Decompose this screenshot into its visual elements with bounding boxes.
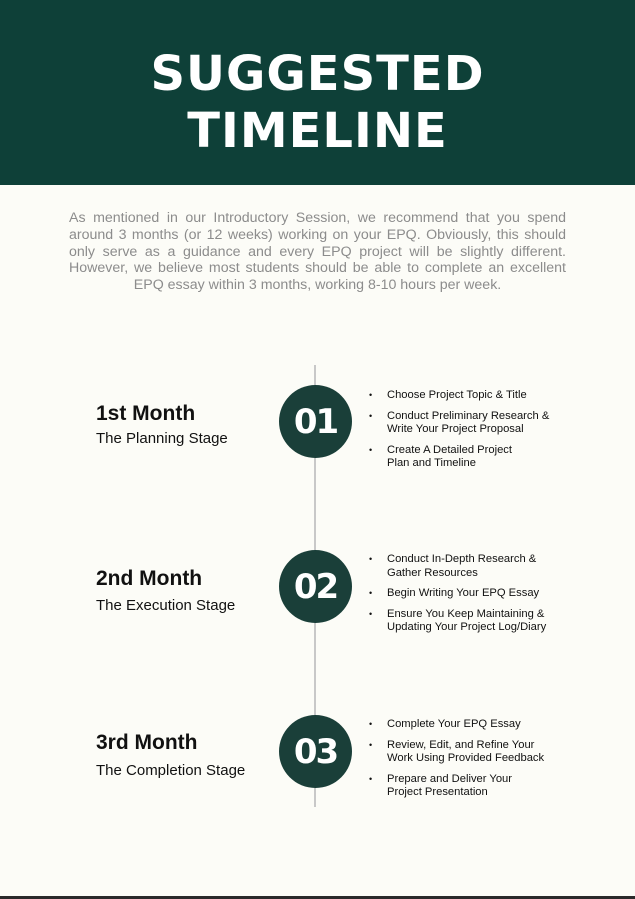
stage-1-task-list (369, 389, 579, 471)
list-item: • Choose Project Topic & Title (369, 389, 579, 403)
header-banner (0, 0, 635, 185)
stage-3-task-list (369, 718, 579, 800)
list-item: • Conduct Preliminary Research & Write Your Project Proposal (369, 410, 567, 437)
list-item: • Ensure You Keep Maintaining & Updating Your Project Log/Diary (369, 608, 577, 635)
stage-2-number-badge: 02 (279, 550, 352, 623)
stage-2-month: 2nd Month (96, 567, 203, 590)
list-item: • Complete Your EPQ Essay (369, 718, 579, 732)
stage-3-month: 3rd Month (96, 731, 198, 754)
list-item: • Review, Edit, and Refine Your Work Using Provided Feedback (369, 739, 562, 766)
stage-3-number-badge: 03 (279, 715, 352, 788)
list-item: • Prepare and Deliver Your Project Presentation (369, 773, 537, 800)
stage-1-name: The Planning Stage (96, 430, 228, 447)
list-item: • Create A Detailed Project Plan and Timeline (369, 444, 537, 471)
intro-paragraph: As mentioned in our Introductory Session, we recommend that you spend around 3 months (or 12 weeks) working on your EPQ. Obviously, this should only serve as a guidance and every EPQ project will be slightly different. However, we believe most students should be able to complete an excellent EPQ essay within 3 months, working 8-10 hours per week. (69, 210, 566, 294)
list-item: • Conduct In-Depth Research & Gather Resources (369, 553, 547, 580)
stage-2-name: The Execution Stage (96, 597, 236, 614)
stage-2-task-list (369, 553, 579, 635)
stage-1-month: 1st Month (96, 402, 196, 425)
page-title-line-2: TIMELINE (187, 103, 448, 159)
stage-3-name: The Completion Stage (96, 762, 246, 779)
list-item: • Begin Writing Your EPQ Essay (369, 587, 579, 601)
stage-1-number-badge: 01 (279, 385, 352, 458)
page-title-line-1: SUGGESTED (150, 46, 485, 102)
